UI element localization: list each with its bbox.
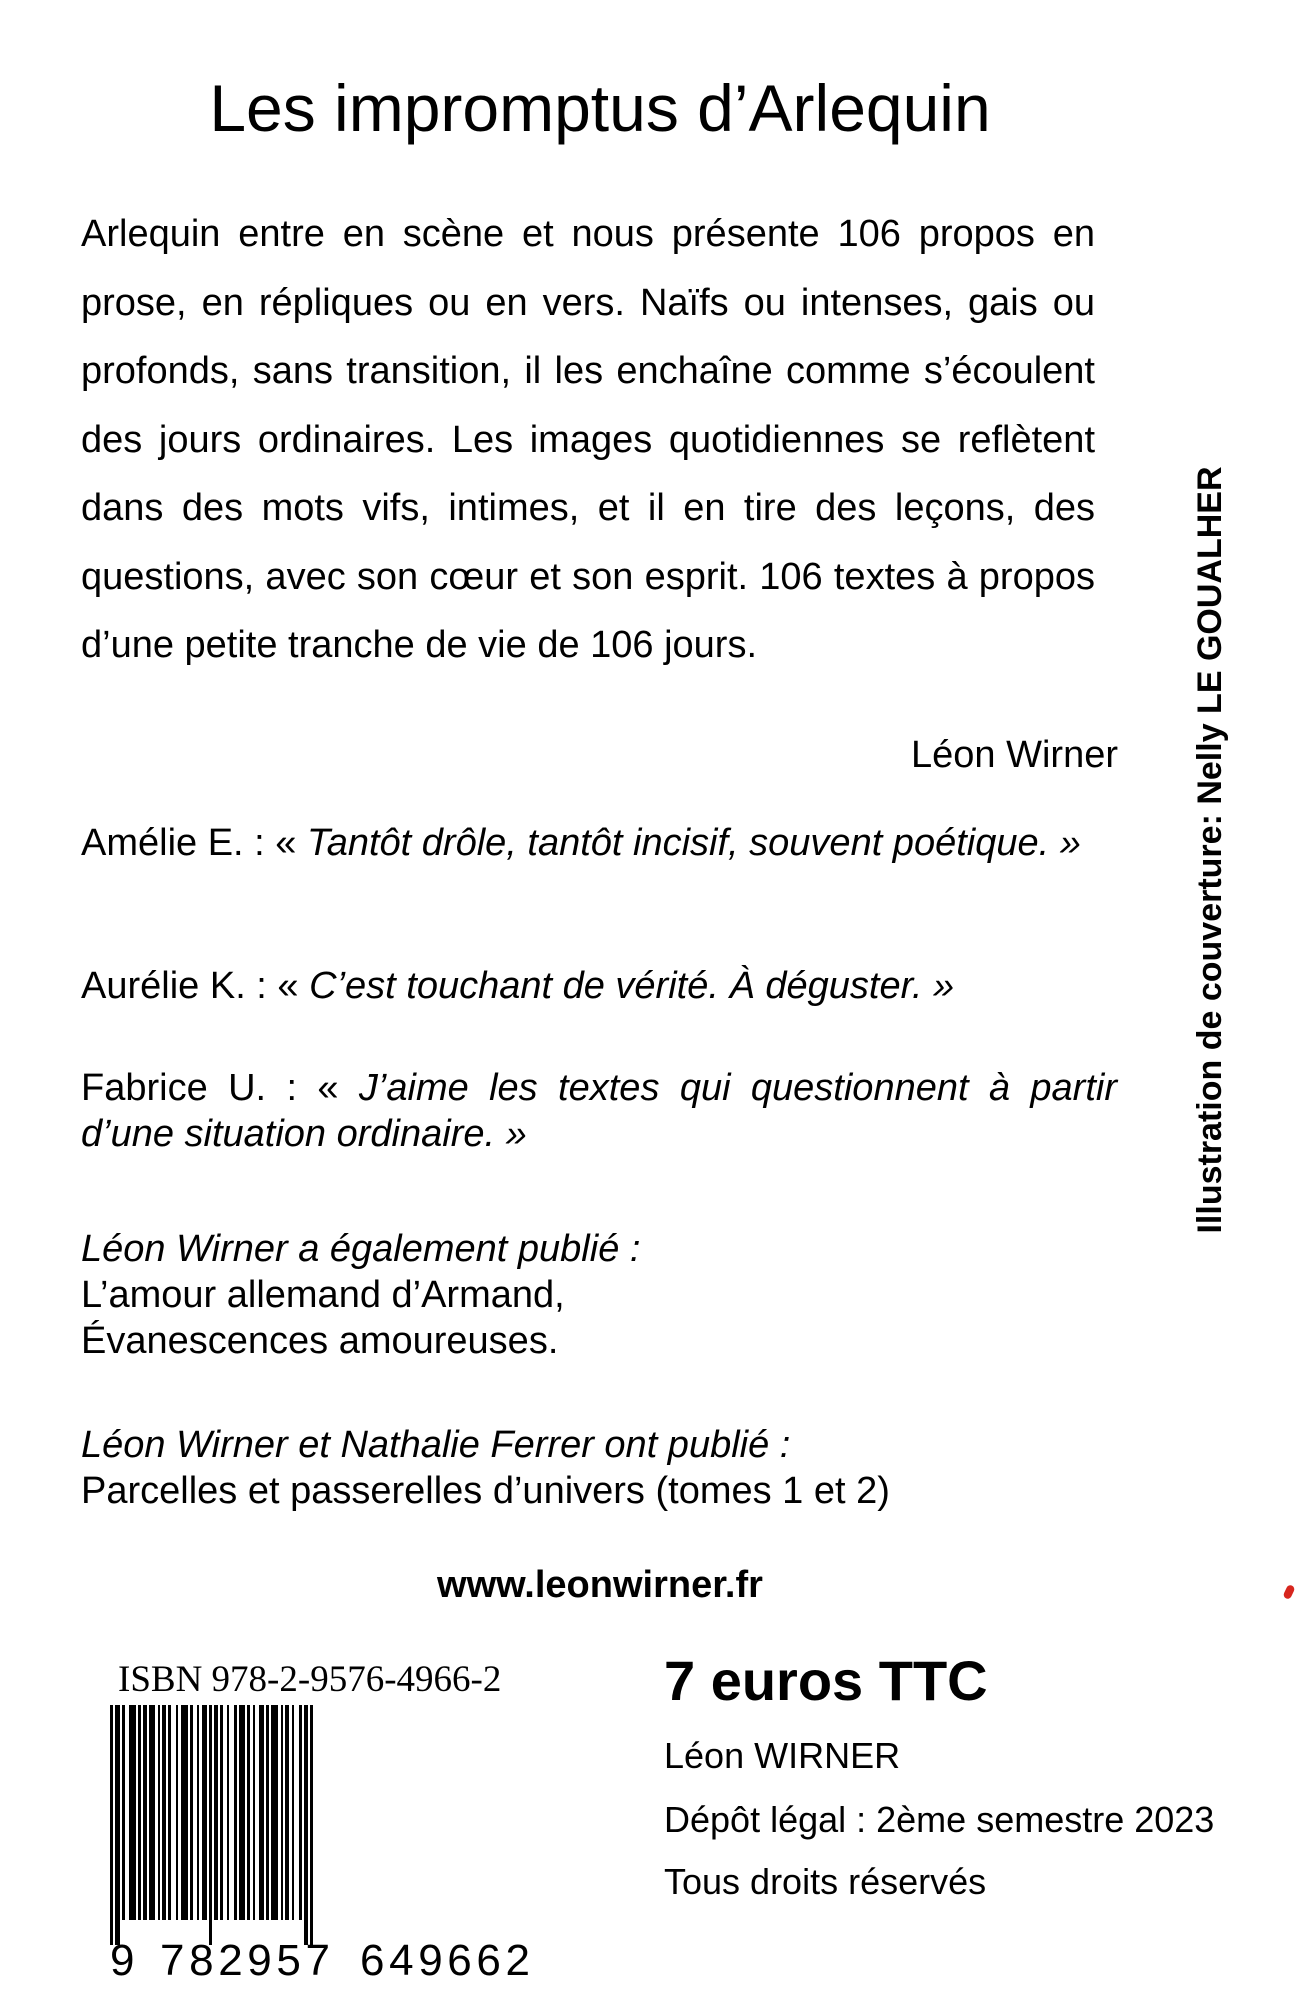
barcode-bar [181,1705,188,1920]
publications-heading: Léon Wirner a également publié : [81,1228,641,1270]
barcode-bar [292,1705,294,1920]
review-text: J’aime les textes qui questionnent à partir d’une situation ordinaire. » [81,1067,1117,1155]
other-publications [81,1226,1181,1364]
publication-title: L’amour allemand d’Armand, [81,1274,565,1316]
barcode-digit-prefix: 9 [110,1936,135,1980]
price: 7 euros TTC [664,1649,988,1712]
barcode-bar [285,1705,289,1920]
barcode-bar [259,1705,264,1920]
barcode-bar [176,1705,178,1920]
barcode-bar [138,1705,141,1920]
barcode-bar [304,1705,308,1945]
review-quote [81,820,1117,866]
barcode-digits-right: 649662 [360,1936,530,1980]
barcode-bar [143,1705,147,1920]
barcode-bar [310,1705,313,1945]
barcode-bar [271,1705,278,1920]
barcode-bar [197,1705,199,1920]
barcode-bar [162,1705,166,1920]
barcode-bar [190,1705,193,1920]
cover-illustration-credit: Illustration de couverture: Nelly LE GOUALHER [1191,466,1229,1234]
review-author: Amélie E. : « [81,822,307,864]
barcode-bar [202,1705,207,1920]
blurb-signature: Léon Wirner [911,734,1118,776]
barcode-bar [247,1705,250,1920]
barcode-bar [266,1705,269,1920]
review-quote [81,963,1117,1009]
book-title: Les impromptus d’Arlequin [209,71,991,145]
rights-notice: Tous droits réservés [664,1861,987,1902]
barcode-bars [110,1705,313,1945]
review-author: Aurélie K. : « [81,965,310,1007]
isbn-barcode [110,1655,590,1980]
publications-heading: Léon Wirner et Nathalie Ferrer ont publié : [81,1424,791,1466]
co-publications [81,1422,1181,1514]
review-quote [81,1065,1117,1157]
barcode-bar [253,1705,255,1920]
website-link[interactable]: www.leonwirner.fr [437,1564,763,1606]
barcode-bar [220,1705,223,1920]
barcode-bar [209,1705,212,1945]
publisher-name: Léon WIRNER [664,1735,901,1776]
barcode-bar [115,1705,120,1945]
barcode-bar [227,1705,229,1920]
barcode-bar [234,1705,237,1920]
barcode-bar [122,1705,125,1920]
barcode-bar [214,1705,218,1920]
publication-title: Évanescences amoureuses. [81,1320,559,1362]
red-mark [1282,1584,1295,1600]
publication-title: Parcelles et passerelles d’univers (tomes 1 et 2) [81,1470,890,1512]
barcode-bar [239,1705,245,1920]
cover-credit-container [1170,435,1250,1265]
barcode-bar [110,1705,113,1945]
review-text: Tantôt drôle, tantôt incisif, souvent poétique. » [306,822,1081,864]
back-cover-blurb: Arlequin entre en scène et nous présente 106 propos en prose, en répliques ou en vers. Naïfs ou intenses, gais ou profonds, sans transition, il les enchaîne comme s’écoulent des jours ordinaires. Les images quotidiennes se reflètent dans des mots vifs, intimes, et il en tire des leçons, des questions, avec son cœur et son esprit. 106 textes à propos d’une petite tranche de vie de 106 jours. [81,213,1095,666]
barcode-bar [168,1705,171,1920]
isbn-label: ISBN 978-2-9576-4966-2 [118,1659,502,1700]
barcode-digits-left: 782957 [160,1936,330,1980]
barcode-bar [281,1705,283,1920]
barcode-bar [129,1705,136,1920]
barcode-bar [149,1705,155,1920]
review-author: Fabrice U. : « [81,1067,359,1109]
barcode-bar [158,1705,160,1920]
barcode-bar [299,1705,302,1920]
review-text: C’est touchant de vérité. À déguster. » [309,965,955,1007]
legal-deposit: Dépôt légal : 2ème semestre 2023 [664,1799,1215,1840]
